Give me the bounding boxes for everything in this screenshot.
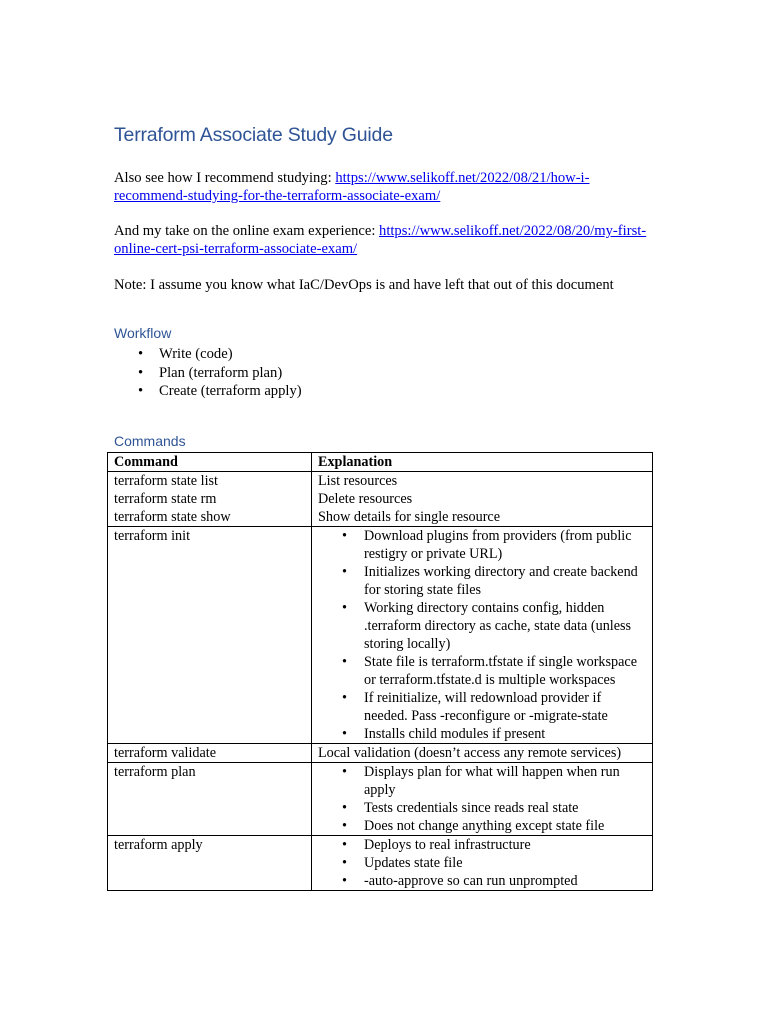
explanation-cell <box>312 472 653 527</box>
explanation-text: Delete resources <box>318 491 413 507</box>
explanation-cell <box>312 527 653 744</box>
note-paragraph: Note: I assume you know what IaC/DevOps is and have left that out of this document <box>114 277 614 293</box>
list-item: • If reinitialize, will redownload provider if needed. Pass -reconfigure or -migrate-state <box>318 689 646 725</box>
column-header-command: Command <box>108 453 312 472</box>
exam-link[interactable]: https://www.selikoff.net/2022/08/20/my-first-online-cert-psi-terraform-associate-exam/ <box>114 223 647 257</box>
commands-heading: Commands <box>114 433 186 449</box>
commands-table <box>107 452 653 891</box>
list-item: • -auto-approve so can run unprompted <box>318 872 646 890</box>
explanation-cell <box>312 763 653 836</box>
command-text: terraform state rm <box>114 491 217 507</box>
command-cell: terraform validate <box>108 744 312 763</box>
table-header-row <box>108 453 653 472</box>
command-text: terraform state list <box>114 473 219 489</box>
list-item: • Does not change anything except state file <box>318 817 646 835</box>
explanation-text: Show details for single resource <box>318 509 501 525</box>
table-row <box>108 744 653 763</box>
list-item: • Displays plan for what will happen when run apply <box>318 763 646 799</box>
explanation-cell <box>312 836 653 891</box>
command-cell: terraform plan <box>108 763 312 836</box>
table-row <box>108 527 653 744</box>
explanation-list <box>318 527 646 743</box>
table-row <box>108 472 653 527</box>
explanation-list <box>318 836 646 890</box>
list-item: • Download plugins from providers (from public restigry or private URL) <box>318 527 646 563</box>
exam-text: And my take on the online exam experience: <box>114 223 380 239</box>
table-row <box>108 836 653 891</box>
list-item: • State file is terraform.tfstate if single workspace or terraform.tfstate.d is multiple workspaces <box>318 653 646 689</box>
study-link[interactable]: https://www.selikoff.net/2022/08/21/how-i-recommend-studying-for-the-terraform-associate-exam/ <box>114 170 590 204</box>
explanation-list <box>318 763 646 835</box>
command-cell: terraform apply <box>108 836 312 891</box>
page-title: Terraform Associate Study Guide <box>114 124 393 146</box>
command-cell <box>108 472 312 527</box>
list-item: • Installs child modules if present <box>318 725 646 743</box>
exam-paragraph <box>114 222 659 258</box>
workflow-list <box>114 345 302 401</box>
list-item: • Create (terraform apply) <box>114 382 302 401</box>
explanation-text: List resources <box>318 473 398 489</box>
list-item: • Deploys to real infrastructure <box>318 836 646 854</box>
table-row <box>108 763 653 836</box>
command-cell: terraform init <box>108 527 312 744</box>
study-text: Also see how I recommend studying: <box>114 170 336 186</box>
list-item: • Initializes working directory and create backend for storing state files <box>318 563 646 599</box>
column-header-explanation: Explanation <box>312 453 653 472</box>
list-item: • Working directory contains config, hidden .terraform directory as cache, state data (unless storing locally) <box>318 599 646 653</box>
command-text: terraform state show <box>114 509 231 525</box>
list-item: • Plan (terraform plan) <box>114 364 302 383</box>
list-item: • Tests credentials since reads real state <box>318 799 646 817</box>
list-item: • Write (code) <box>114 345 302 364</box>
workflow-heading: Workflow <box>114 325 172 341</box>
list-item: • Updates state file <box>318 854 646 872</box>
study-paragraph <box>114 169 659 205</box>
explanation-cell: Local validation (doesn’t access any remote services) <box>312 744 653 763</box>
